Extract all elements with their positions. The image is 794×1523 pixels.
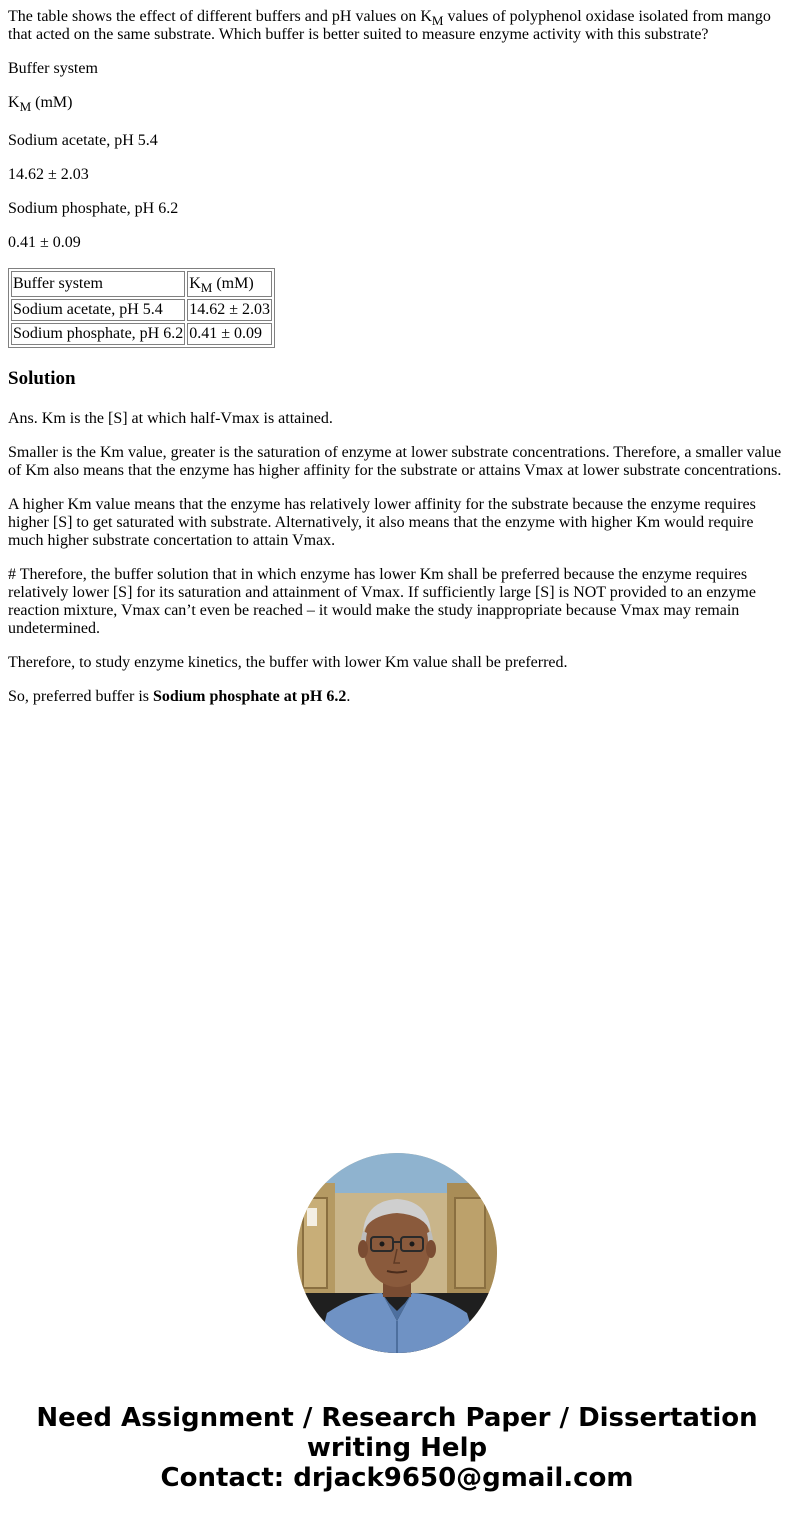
conclusion-text: So, preferred buffer is bbox=[8, 688, 153, 705]
km-subscript: M bbox=[431, 13, 444, 29]
document-body bbox=[8, 8, 786, 722]
list-row2-buffer: Sodium phosphate, pH 6.2 bbox=[8, 200, 179, 217]
table-header-row bbox=[11, 271, 272, 297]
table-row bbox=[11, 299, 272, 321]
km-subscript: M bbox=[200, 280, 213, 296]
list-row2-km: 0.41 ± 0.09 bbox=[8, 234, 81, 251]
table-cell-km: 14.62 ± 2.03 bbox=[187, 299, 272, 321]
table-cell-km: 0.41 ± 0.09 bbox=[187, 323, 272, 345]
question-text-part: The table shows the effect of different buffers and pH values on K bbox=[8, 8, 432, 25]
table-header-buffer: Buffer system bbox=[11, 271, 185, 297]
solution-paragraph: Smaller is the Km value, greater is the saturation of enzyme at lower substrate concentrations. Therefore, a smaller value of Km also means that the enzyme has higher affinity for the substrate or attains Vmax at lower substrate concentrations. bbox=[8, 444, 782, 479]
km-label: K bbox=[8, 94, 20, 111]
person-portrait-icon bbox=[297, 1153, 497, 1353]
list-row1-km: 14.62 ± 2.03 bbox=[8, 166, 89, 183]
table-cell-buffer: Sodium phosphate, pH 6.2 bbox=[11, 323, 185, 345]
km-unit: (mM) bbox=[31, 94, 73, 111]
km-label: K bbox=[189, 275, 201, 292]
solution-paragraph: Therefore, to study enzyme kinetics, the buffer with lower Km value shall be preferred. bbox=[8, 654, 568, 671]
list-km-header bbox=[8, 94, 786, 115]
table-header-km bbox=[187, 271, 272, 297]
solution-heading: Solution bbox=[8, 368, 76, 389]
list-row1-buffer: Sodium acetate, pH 5.4 bbox=[8, 132, 158, 149]
solution-paragraph: A higher Km value means that the enzyme has relatively lower affinity for the substrate because the enzyme requires higher [S] to get saturated with substrate. Alternatively, it also means that the enzyme with higher Km would require much higher substrate concertation to attain Vmax. bbox=[8, 496, 756, 549]
solution-conclusion bbox=[8, 688, 786, 706]
km-unit: (mM) bbox=[212, 275, 254, 292]
solution-paragraph: # Therefore, the buffer solution that in which enzyme has lower Km shall be preferred because the enzyme requires relatively lower [S] for its saturation and attainment of Vmax. If sufficiently large [S] is NOT provided to an enzyme reaction mixture, Vmax can’t even be reached – it would make the study inappropriate because Vmax may remain undetermined. bbox=[8, 566, 756, 637]
solution-paragraph: Ans. Km is the [S] at which half-Vmax is attained. bbox=[8, 410, 333, 427]
table-cell-buffer: Sodium acetate, pH 5.4 bbox=[11, 299, 185, 321]
banner-line: writing Help bbox=[306, 1433, 488, 1463]
preferred-buffer: Sodium phosphate at pH 6.2 bbox=[152, 688, 347, 705]
km-table bbox=[8, 268, 275, 348]
conclusion-text: . bbox=[346, 688, 351, 705]
question-text-part: values of polyphenol oxidase isolated from mango that acted on the same substrate. Which buffer is better suited to measure enzyme activity with this substrate? bbox=[8, 8, 771, 43]
banner-contact: Contact: drjack9650@gmail.com bbox=[160, 1463, 634, 1493]
promo-banner bbox=[0, 1403, 794, 1493]
table-row bbox=[11, 323, 272, 345]
avatar bbox=[297, 1153, 497, 1353]
km-subscript: M bbox=[19, 99, 32, 115]
banner-line: Need Assignment / Research Paper / Dissertation bbox=[36, 1403, 758, 1433]
question-text bbox=[8, 8, 786, 44]
list-buffer-header: Buffer system bbox=[8, 60, 98, 77]
